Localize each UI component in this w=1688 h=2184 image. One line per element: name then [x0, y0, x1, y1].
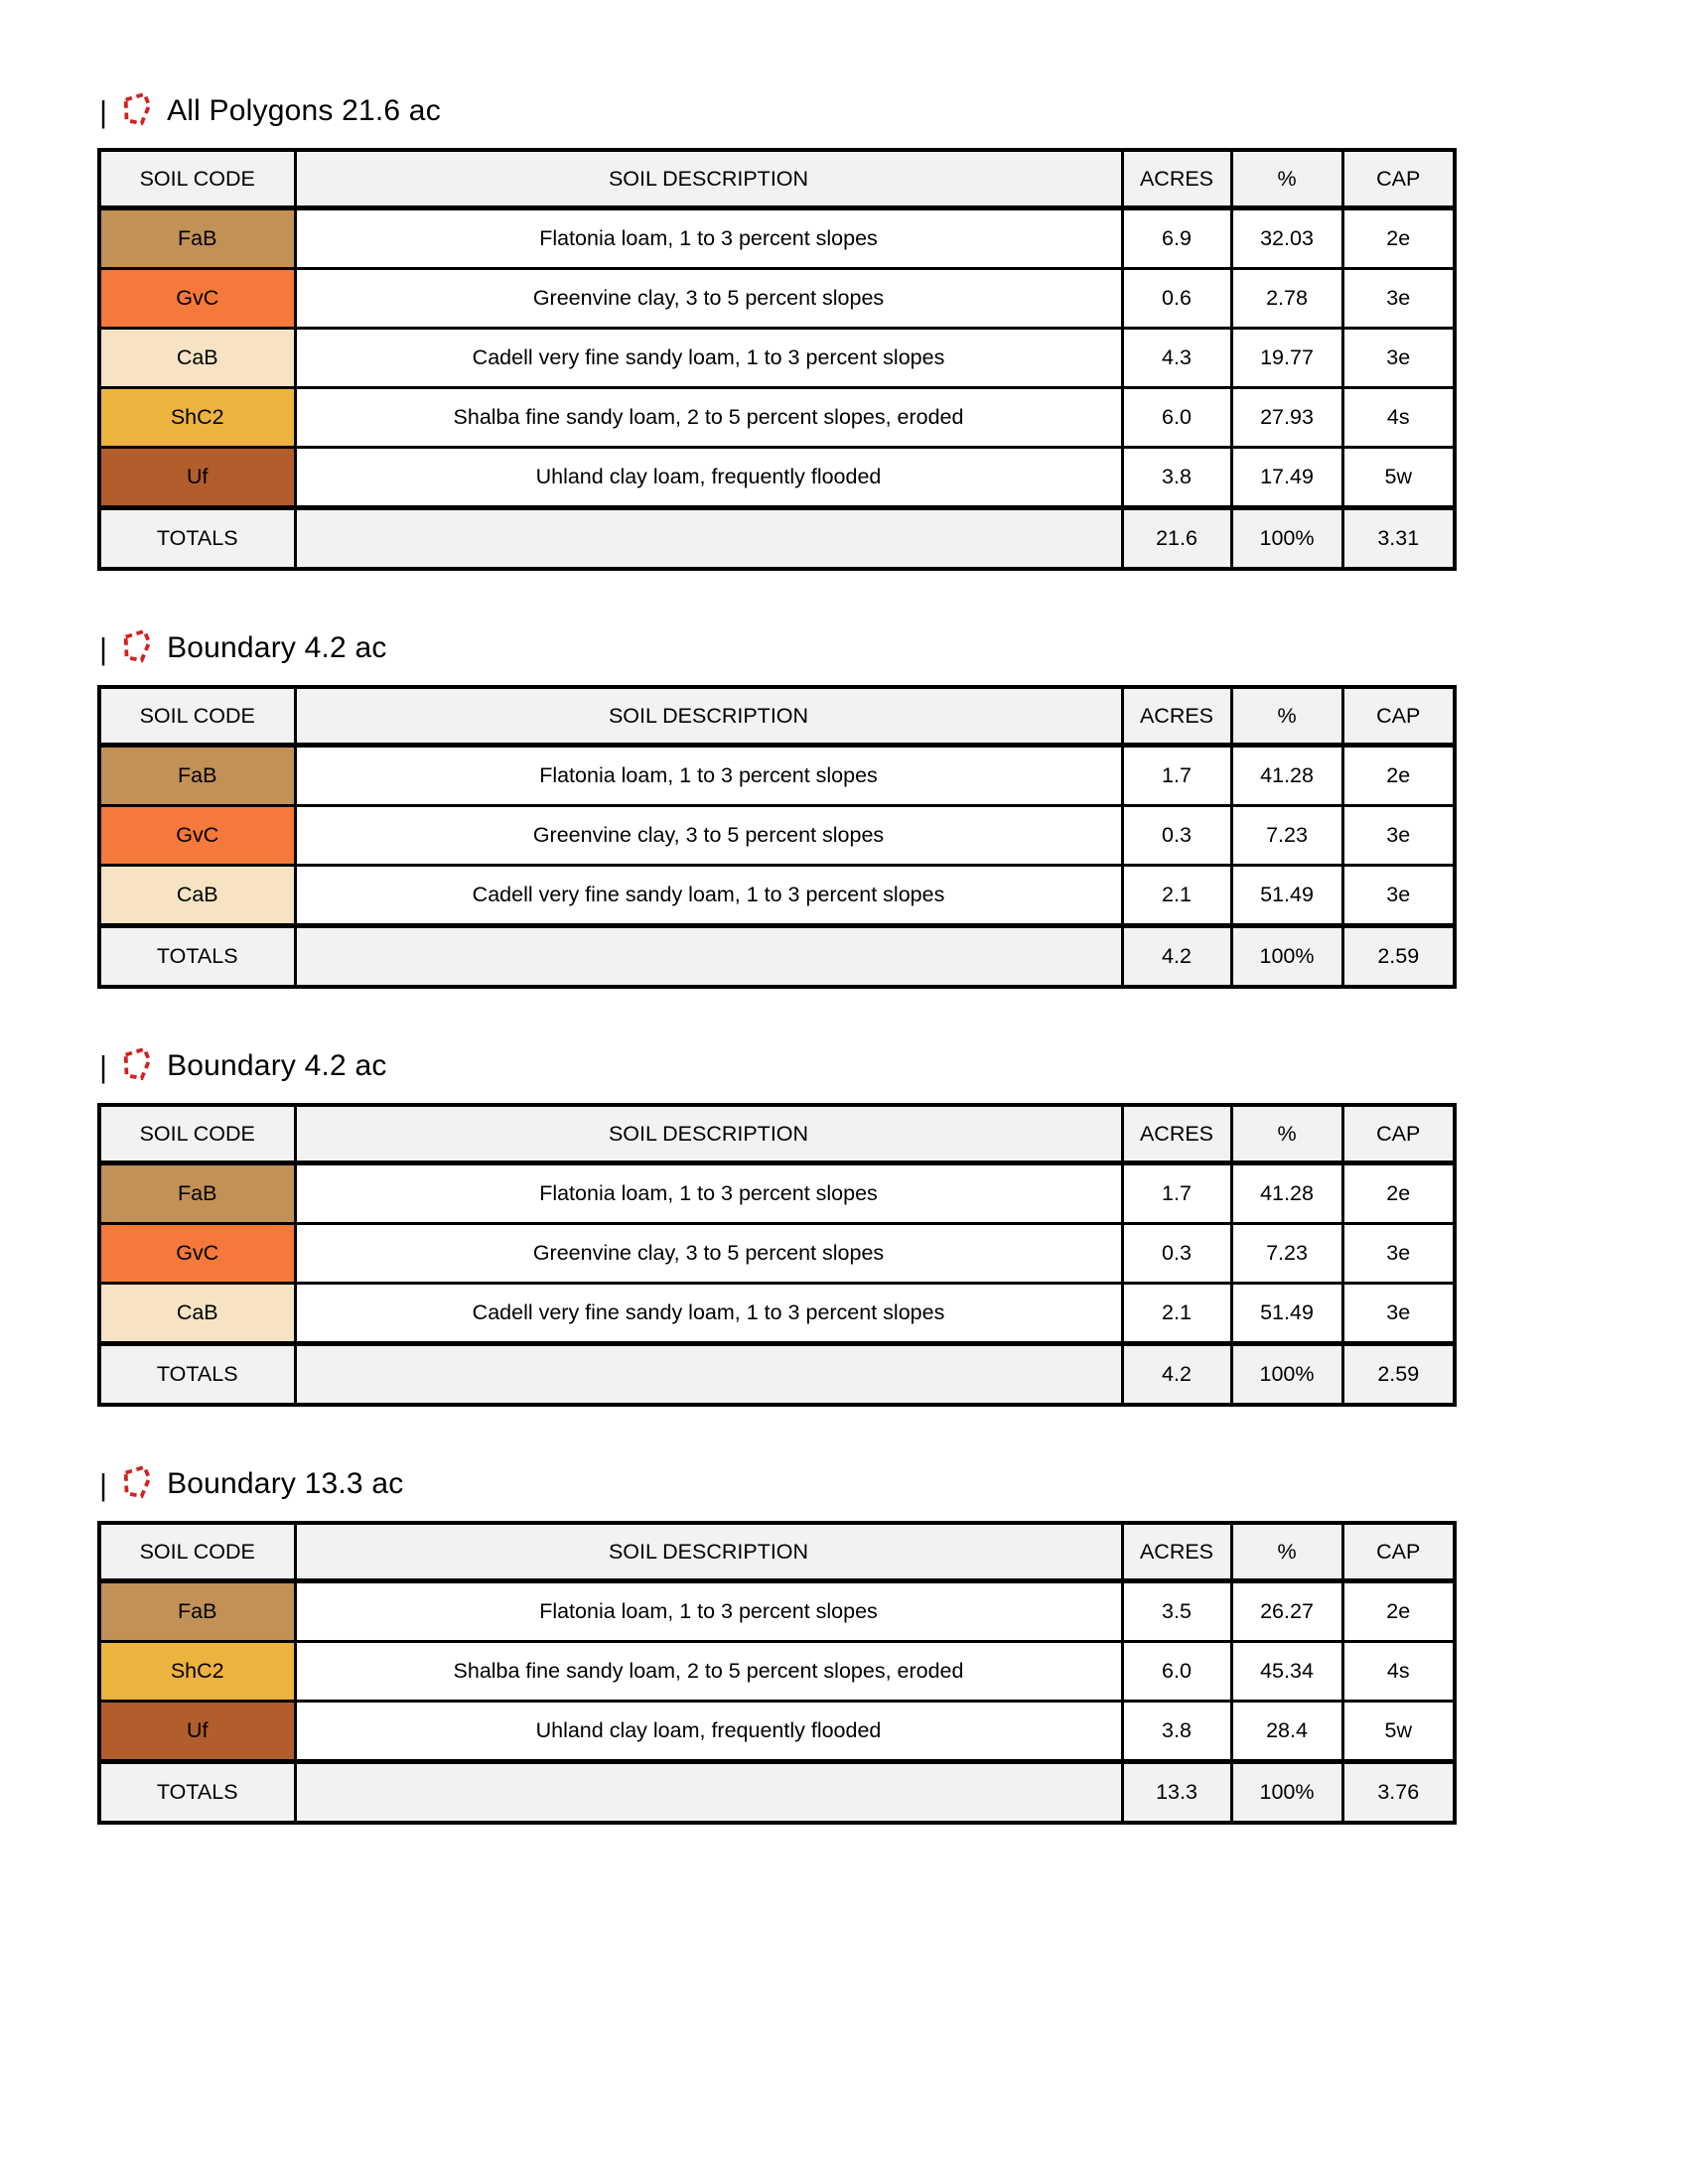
soil-description-cell: Greenvine clay, 3 to 5 percent slopes	[295, 806, 1122, 866]
column-header-soil-code: SOIL CODE	[99, 150, 295, 208]
column-header-acres: ACRES	[1122, 1523, 1231, 1581]
column-header-cap: CAP	[1342, 150, 1455, 208]
acres-cell: 0.3	[1122, 806, 1231, 866]
totals-cap-cell: 2.59	[1342, 1344, 1455, 1406]
totals-acres-cell: 4.2	[1122, 926, 1231, 988]
table-row	[99, 1163, 1455, 1224]
section-title: All Polygons 21.6 ac	[167, 94, 441, 127]
column-header-cap: CAP	[1342, 1105, 1455, 1163]
soil-table-section	[97, 1044, 1688, 1407]
totals-cap-cell: 3.76	[1342, 1762, 1455, 1824]
column-header-percent: %	[1231, 150, 1342, 208]
cap-cell: 2e	[1342, 1581, 1455, 1642]
table-row	[99, 1702, 1455, 1762]
cap-cell: 3e	[1342, 1224, 1455, 1284]
cap-cell: 3e	[1342, 329, 1455, 388]
acres-cell: 3.8	[1122, 1702, 1231, 1762]
soil-description-cell: Shalba fine sandy loam, 2 to 5 percent slopes, eroded	[295, 1642, 1122, 1702]
percent-cell: 26.27	[1231, 1581, 1342, 1642]
table-row	[99, 388, 1455, 448]
cap-cell: 4s	[1342, 1642, 1455, 1702]
soil-description-cell: Uhland clay loam, frequently flooded	[295, 448, 1122, 508]
totals-acres-cell: 13.3	[1122, 1762, 1231, 1824]
percent-cell: 7.23	[1231, 1224, 1342, 1284]
table-row	[99, 269, 1455, 329]
totals-row	[99, 926, 1455, 988]
acres-cell: 3.5	[1122, 1581, 1231, 1642]
table-row	[99, 208, 1455, 269]
cap-cell: 3e	[1342, 866, 1455, 926]
acres-cell: 2.1	[1122, 866, 1231, 926]
column-header-percent: %	[1231, 1523, 1342, 1581]
percent-cell: 17.49	[1231, 448, 1342, 508]
soil-description-cell: Uhland clay loam, frequently flooded	[295, 1702, 1122, 1762]
soil-description-cell: Cadell very fine sandy loam, 1 to 3 percent slopes	[295, 1284, 1122, 1344]
soil-table	[97, 1103, 1457, 1407]
soil-code-cell: ShC2	[99, 1642, 295, 1702]
table-row	[99, 746, 1455, 806]
totals-description-cell	[295, 508, 1122, 570]
column-header-soil-description: SOIL DESCRIPTION	[295, 1105, 1122, 1163]
totals-acres-cell: 21.6	[1122, 508, 1231, 570]
soil-code-cell: Uf	[99, 448, 295, 508]
polygon-icon	[119, 90, 153, 132]
column-header-soil-code: SOIL CODE	[99, 1105, 295, 1163]
section-header	[99, 1462, 1688, 1506]
percent-cell: 32.03	[1231, 208, 1342, 269]
totals-percent-cell: 100%	[1231, 508, 1342, 570]
soil-table-section	[97, 1462, 1688, 1825]
soil-code-cell: ShC2	[99, 388, 295, 448]
percent-cell: 41.28	[1231, 1163, 1342, 1224]
table-row	[99, 448, 1455, 508]
totals-description-cell	[295, 1344, 1122, 1406]
section-header	[99, 89, 1688, 133]
column-header-cap: CAP	[1342, 1523, 1455, 1581]
cap-cell: 5w	[1342, 448, 1455, 508]
soil-code-cell: CaB	[99, 866, 295, 926]
polygon-icon	[119, 1045, 153, 1087]
column-header-soil-code: SOIL CODE	[99, 687, 295, 746]
table-row	[99, 866, 1455, 926]
acres-cell: 2.1	[1122, 1284, 1231, 1344]
soil-table-section	[97, 626, 1688, 989]
soil-description-cell: Flatonia loam, 1 to 3 percent slopes	[295, 1581, 1122, 1642]
table-header-row	[99, 150, 1455, 208]
cap-cell: 3e	[1342, 806, 1455, 866]
column-header-cap: CAP	[1342, 687, 1455, 746]
column-header-percent: %	[1231, 1105, 1342, 1163]
percent-cell: 41.28	[1231, 746, 1342, 806]
totals-label-cell: TOTALS	[99, 1344, 295, 1406]
soil-code-cell: FaB	[99, 1581, 295, 1642]
totals-row	[99, 1344, 1455, 1406]
acres-cell: 0.6	[1122, 269, 1231, 329]
soil-description-cell: Greenvine clay, 3 to 5 percent slopes	[295, 269, 1122, 329]
soil-code-cell: FaB	[99, 746, 295, 806]
soil-code-cell: FaB	[99, 1163, 295, 1224]
polygon-icon	[119, 627, 153, 669]
cap-cell: 5w	[1342, 1702, 1455, 1762]
acres-cell: 4.3	[1122, 329, 1231, 388]
totals-label-cell: TOTALS	[99, 1762, 295, 1824]
column-header-soil-description: SOIL DESCRIPTION	[295, 150, 1122, 208]
acres-cell: 0.3	[1122, 1224, 1231, 1284]
column-header-soil-code: SOIL CODE	[99, 1523, 295, 1581]
soil-table	[97, 148, 1457, 571]
acres-cell: 6.0	[1122, 1642, 1231, 1702]
table-row	[99, 1642, 1455, 1702]
totals-acres-cell: 4.2	[1122, 1344, 1231, 1406]
cap-cell: 2e	[1342, 208, 1455, 269]
totals-percent-cell: 100%	[1231, 1762, 1342, 1824]
section-title: Boundary 4.2 ac	[167, 1049, 387, 1082]
table-header-row	[99, 1105, 1455, 1163]
table-row	[99, 1581, 1455, 1642]
soil-description-cell: Flatonia loam, 1 to 3 percent slopes	[295, 746, 1122, 806]
cap-cell: 4s	[1342, 388, 1455, 448]
soil-description-cell: Greenvine clay, 3 to 5 percent slopes	[295, 1224, 1122, 1284]
table-header-row	[99, 1523, 1455, 1581]
table-row	[99, 329, 1455, 388]
totals-percent-cell: 100%	[1231, 1344, 1342, 1406]
acres-cell: 6.0	[1122, 388, 1231, 448]
percent-cell: 27.93	[1231, 388, 1342, 448]
acres-cell: 1.7	[1122, 1163, 1231, 1224]
percent-cell: 51.49	[1231, 866, 1342, 926]
percent-cell: 7.23	[1231, 806, 1342, 866]
soil-table-section	[97, 89, 1688, 571]
cap-cell: 2e	[1342, 1163, 1455, 1224]
column-header-percent: %	[1231, 687, 1342, 746]
table-row	[99, 1224, 1455, 1284]
totals-description-cell	[295, 1762, 1122, 1824]
table-row	[99, 1284, 1455, 1344]
soil-table	[97, 1521, 1457, 1825]
totals-description-cell	[295, 926, 1122, 988]
percent-cell: 45.34	[1231, 1642, 1342, 1702]
totals-label-cell: TOTALS	[99, 926, 295, 988]
table-row	[99, 806, 1455, 866]
cap-cell: 3e	[1342, 269, 1455, 329]
soil-code-cell: FaB	[99, 208, 295, 269]
column-header-acres: ACRES	[1122, 150, 1231, 208]
soil-code-cell: CaB	[99, 1284, 295, 1344]
soil-table	[97, 685, 1457, 989]
column-header-acres: ACRES	[1122, 687, 1231, 746]
column-header-soil-description: SOIL DESCRIPTION	[295, 687, 1122, 746]
section-title: Boundary 4.2 ac	[167, 631, 387, 664]
soil-code-cell: Uf	[99, 1702, 295, 1762]
title-divider-bar: |	[99, 1048, 108, 1084]
acres-cell: 6.9	[1122, 208, 1231, 269]
title-divider-bar: |	[99, 630, 108, 666]
totals-cap-cell: 3.31	[1342, 508, 1455, 570]
section-header	[99, 626, 1688, 670]
column-header-soil-description: SOIL DESCRIPTION	[295, 1523, 1122, 1581]
acres-cell: 1.7	[1122, 746, 1231, 806]
percent-cell: 2.78	[1231, 269, 1342, 329]
soil-description-cell: Flatonia loam, 1 to 3 percent slopes	[295, 1163, 1122, 1224]
soil-description-cell: Cadell very fine sandy loam, 1 to 3 percent slopes	[295, 329, 1122, 388]
soil-description-cell: Shalba fine sandy loam, 2 to 5 percent slopes, eroded	[295, 388, 1122, 448]
title-divider-bar: |	[99, 93, 108, 129]
soil-description-cell: Flatonia loam, 1 to 3 percent slopes	[295, 208, 1122, 269]
section-header	[99, 1044, 1688, 1088]
percent-cell: 51.49	[1231, 1284, 1342, 1344]
column-header-acres: ACRES	[1122, 1105, 1231, 1163]
totals-cap-cell: 2.59	[1342, 926, 1455, 988]
polygon-icon	[119, 1463, 153, 1505]
acres-cell: 3.8	[1122, 448, 1231, 508]
percent-cell: 28.4	[1231, 1702, 1342, 1762]
soil-code-cell: CaB	[99, 329, 295, 388]
cap-cell: 2e	[1342, 746, 1455, 806]
totals-label-cell: TOTALS	[99, 508, 295, 570]
title-divider-bar: |	[99, 1466, 108, 1502]
percent-cell: 19.77	[1231, 329, 1342, 388]
totals-percent-cell: 100%	[1231, 926, 1342, 988]
section-title: Boundary 13.3 ac	[167, 1467, 404, 1500]
soil-code-cell: GvC	[99, 806, 295, 866]
soil-code-cell: GvC	[99, 269, 295, 329]
soil-description-cell: Cadell very fine sandy loam, 1 to 3 percent slopes	[295, 866, 1122, 926]
totals-row	[99, 508, 1455, 570]
table-header-row	[99, 687, 1455, 746]
totals-row	[99, 1762, 1455, 1824]
soil-code-cell: GvC	[99, 1224, 295, 1284]
cap-cell: 3e	[1342, 1284, 1455, 1344]
